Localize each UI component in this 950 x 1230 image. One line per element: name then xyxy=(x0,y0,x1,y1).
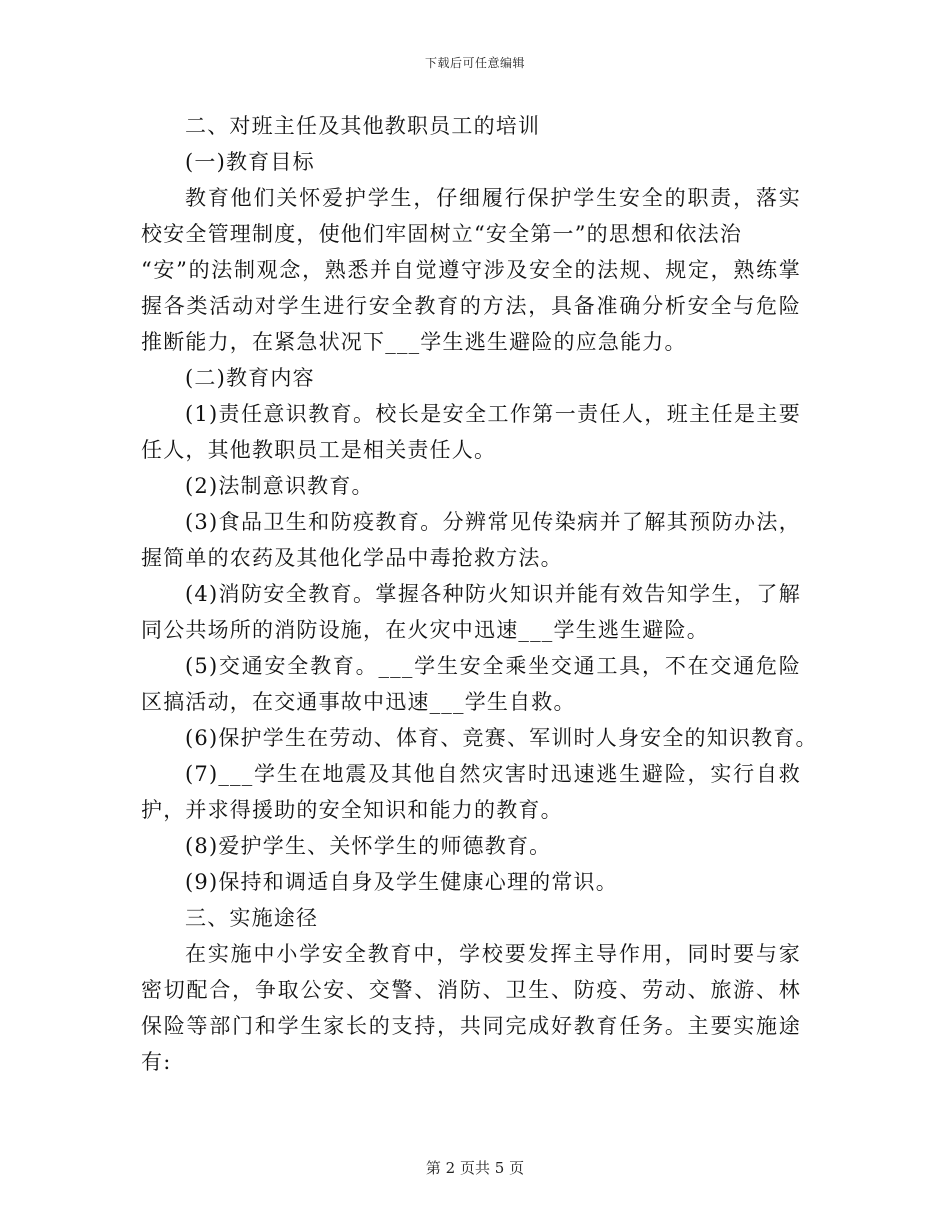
text-line: “安”的法制观念，熟悉并自觉遵守涉及安全的法规、规定，熟练掌 xyxy=(141,258,801,282)
text-line: (9)保持和调适自身及学生健康心理的常识。 xyxy=(185,870,618,894)
text-line: 有: xyxy=(141,1050,172,1074)
text-line: (3)食品卫生和防疫教育。分辨常见传染病并了解其预防办法， xyxy=(185,510,801,534)
text-line: 保险等部门和学生家长的支持，共同完成好教育任务。主要实施途 xyxy=(141,1014,801,1038)
text-line: (4)消防安全教育。掌握各种防火知识并能有效告知学生，了解 xyxy=(185,582,801,606)
text-line: (6)保护学生在劳动、体育、竞赛、军训时人身安全的知识教育。 xyxy=(185,726,818,750)
text-line: (一)教育目标 xyxy=(185,150,315,174)
text-line: (2)法制意识教育。 xyxy=(185,474,374,498)
page-footer: 第 2 页共 5 页 xyxy=(425,1159,525,1177)
text-line: 教育他们关怀爱护学生，仔细履行保护学生安全的职责，落实 xyxy=(185,186,801,210)
text-line: (7)___学生在地震及其他自然灾害时迅速逃生避险，实行自救 xyxy=(185,762,801,786)
page-header: 下载后可任意编辑 xyxy=(424,56,525,70)
text-line: (5)交通安全教育。___学生安全乘坐交通工具，不在交通危险 xyxy=(185,654,801,678)
text-line: 握各类活动对学生进行安全教育的方法，具备准确分析安全与危险 xyxy=(141,294,801,318)
text-line: (8)爱护学生、关怀学生的师德教育。 xyxy=(185,834,552,858)
text-line: (二)教育内容 xyxy=(185,366,315,390)
document-body xyxy=(141,108,818,1080)
text-line: 护，并求得援助的安全知识和能力的教育。 xyxy=(141,798,563,822)
text-line: 握简单的农药及其他化学品中毒抢救方法。 xyxy=(141,546,563,570)
text-line: 同公共场所的消防设施，在火灾中迅速___学生逃生避险。 xyxy=(141,618,709,642)
text-line: 在实施中小学安全教育中，学校要发挥主导作用，同时要与家 xyxy=(185,942,801,966)
text-line: (1)责任意识教育。校长是安全工作第一责任人，班主任是主要 xyxy=(185,402,801,426)
text-line: 三、实施途径 xyxy=(185,906,319,930)
text-line: 校安全管理制度，使他们牢固树立“安全第一”的思想和依法治 xyxy=(141,222,743,246)
text-line: 二、对班主任及其他教职员工的培训 xyxy=(185,114,541,138)
text-line: 推断能力，在紧急状况下___学生逃生避险的应急能力。 xyxy=(141,330,687,354)
text-line: 密切配合，争取公安、交警、消防、卫生、防疫、劳动、旅游、林 xyxy=(141,978,801,1002)
text-line: 区搞活动，在交通事故中迅速___学生自救。 xyxy=(141,690,576,714)
text-line: 任人，其他教职员工是相关责任人。 xyxy=(141,438,497,462)
